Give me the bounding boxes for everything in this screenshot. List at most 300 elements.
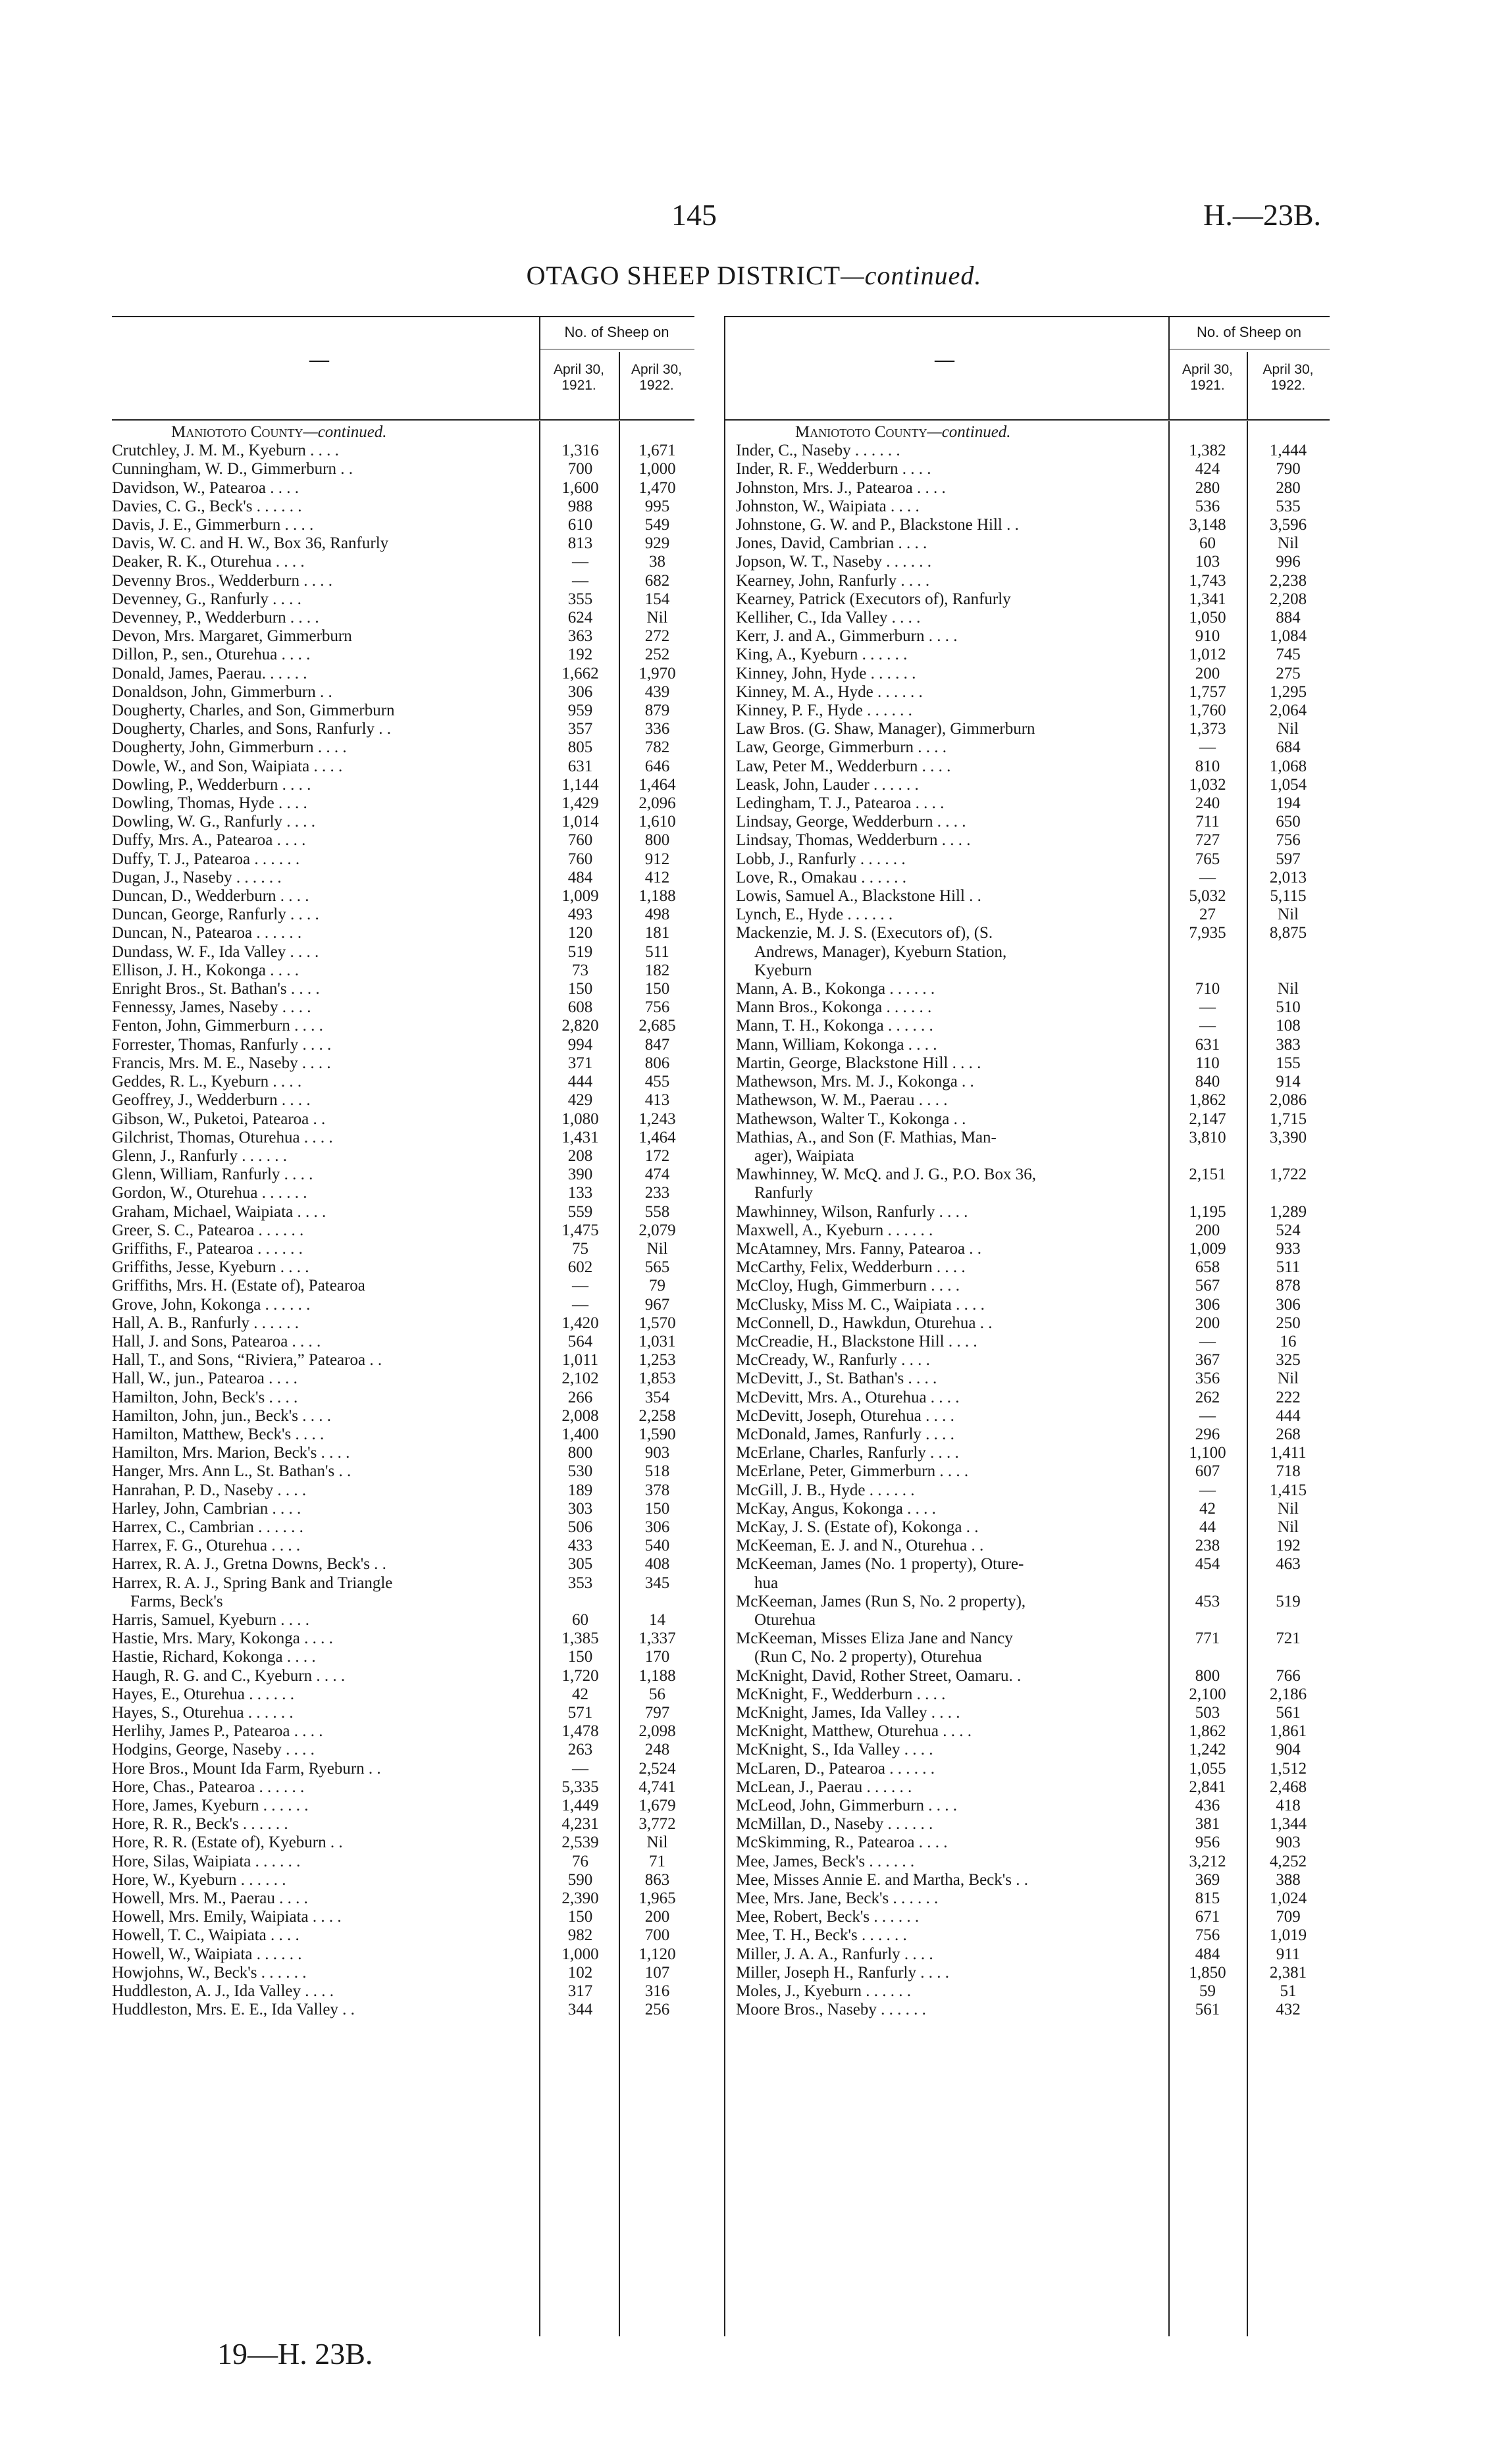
sheep-1922: 2,013 bbox=[1269, 868, 1307, 886]
owner-name: Kearney, John, Ranfurly . . . . bbox=[736, 571, 930, 590]
owner-name: Moore Bros., Naseby . . . . . . bbox=[736, 2001, 926, 2019]
page-footer: 19—H. 23B. bbox=[217, 2337, 373, 2371]
table-row bbox=[736, 1648, 1330, 1666]
owner-name: Hamilton, John, jun., Beck's . . . . bbox=[112, 1406, 331, 1425]
sheep-1921: 484 bbox=[1195, 1945, 1220, 1963]
sheep-1922: 56 bbox=[649, 1685, 665, 1703]
sheep-1921: 390 bbox=[567, 1166, 593, 1184]
sheep-1922: 1,344 bbox=[1269, 1815, 1307, 1834]
section-heading bbox=[112, 423, 694, 442]
sheep-1922: 432 bbox=[1276, 2001, 1301, 2019]
owner-name: Hall, A. B., Ranfurly . . . . . . bbox=[112, 1314, 299, 1332]
sheep-1922: 1,024 bbox=[1269, 1889, 1307, 1908]
owner-name: Dundass, W. F., Ida Valley . . . . bbox=[112, 942, 319, 961]
header-rule bbox=[724, 419, 1330, 421]
sheep-1922: 2,208 bbox=[1269, 590, 1307, 608]
sheep-1922: 682 bbox=[644, 571, 670, 590]
sheep-1921: 1,400 bbox=[561, 1425, 599, 1443]
sheep-1921: 710 bbox=[1195, 980, 1220, 998]
table-row bbox=[736, 2001, 1330, 2019]
sheep-1922: 172 bbox=[644, 1146, 670, 1165]
sheep-1922: 1,590 bbox=[638, 1425, 676, 1443]
owner-name: Donaldson, John, Gimmerburn . . bbox=[112, 682, 332, 701]
owner-name: Johnstone, G. W. and P., Blackstone Hill . . bbox=[736, 516, 1019, 534]
sheep-1921: — bbox=[1199, 998, 1216, 1017]
table-row bbox=[736, 1778, 1330, 1797]
year-label: April 30, bbox=[1262, 362, 1314, 377]
sheep-1922: 4,252 bbox=[1269, 1852, 1307, 1870]
owner-name: Dougherty, John, Gimmerburn . . . . bbox=[112, 738, 347, 757]
owner-name: McClusky, Miss M. C., Waipiata . . . . bbox=[736, 1295, 985, 1314]
sheep-1922: 316 bbox=[644, 1982, 670, 2001]
sheep-1921: 110 bbox=[1195, 1054, 1220, 1072]
sheep-1922: 756 bbox=[644, 998, 670, 1017]
sheep-1921: 357 bbox=[567, 720, 593, 738]
owner-name: McKnight, David, Rother Street, Oamaru. . bbox=[736, 1666, 1022, 1685]
table-row bbox=[112, 1166, 694, 1184]
sheep-1922: 756 bbox=[1276, 831, 1301, 850]
table-row bbox=[736, 869, 1330, 887]
owner-name: Miller, Joseph H., Ranfurly . . . . bbox=[736, 1963, 949, 1982]
section-continued: —continued. bbox=[303, 423, 387, 441]
sheep-1921: 3,810 bbox=[1189, 1128, 1226, 1146]
table-row bbox=[736, 1834, 1330, 1852]
owner-name: Mawhinney, W. McQ. and J. G., P.O. Box 36, bbox=[736, 1166, 1037, 1184]
sheep-1921: 607 bbox=[1195, 1462, 1220, 1481]
sheep-1922: 1,570 bbox=[638, 1314, 676, 1332]
sheep-1922: 967 bbox=[644, 1295, 670, 1314]
owner-name: Ellison, J. H., Kokonga . . . . bbox=[112, 961, 299, 979]
owner-name: Hall, J. and Sons, Patearoa . . . . bbox=[112, 1332, 321, 1350]
table-row bbox=[736, 720, 1330, 738]
sheep-on-header: No. of Sheep on bbox=[564, 324, 669, 340]
top-rule bbox=[112, 316, 694, 317]
sheep-1921: 1,757 bbox=[1189, 682, 1226, 701]
sheep-1921: 1,242 bbox=[1189, 1741, 1226, 1759]
owner-name: Harrex, C., Cambrian . . . . . . bbox=[112, 1518, 303, 1536]
sheep-1922: 1,188 bbox=[638, 1666, 676, 1685]
owner-name: Leask, John, Lauder . . . . . . bbox=[736, 775, 919, 794]
sheep-1921: 1,431 bbox=[561, 1128, 599, 1146]
owner-name: Ledingham, T. J., Patearoa . . . . bbox=[736, 794, 945, 813]
table-row bbox=[736, 1110, 1330, 1129]
sheep-1921: 317 bbox=[567, 1982, 593, 2001]
sheep-1922: 345 bbox=[644, 1574, 670, 1592]
owner-name: Hayes, S., Oturehua . . . . . . bbox=[112, 1704, 294, 1722]
owner-name: Haugh, R. G. and C., Kyeburn . . . . bbox=[112, 1666, 346, 1685]
sheep-1922: 182 bbox=[644, 961, 670, 979]
sheep-1922: 766 bbox=[1276, 1666, 1301, 1685]
table-row bbox=[112, 887, 694, 906]
table-row bbox=[112, 1537, 694, 1555]
sheep-1922: 700 bbox=[644, 1926, 670, 1945]
table-row bbox=[736, 1462, 1330, 1481]
table-row bbox=[112, 1797, 694, 1815]
sheep-1922: 463 bbox=[1276, 1555, 1301, 1574]
owner-name: Law Bros. (G. Shaw, Manager), Gimmerburn bbox=[736, 720, 1035, 738]
sheep-1922: Nil bbox=[1278, 1370, 1299, 1388]
sheep-1922: 2,096 bbox=[638, 794, 676, 813]
owner-name: Love, R., Omakau . . . . . . bbox=[736, 868, 906, 886]
sheep-1921: — bbox=[1199, 738, 1216, 757]
owner-name: Gordon, W., Oturehua . . . . . . bbox=[112, 1184, 307, 1202]
owner-name: McDonald, James, Ranfurly . . . . bbox=[736, 1425, 954, 1443]
owner-name: McDevitt, Joseph, Oturehua . . . . bbox=[736, 1406, 954, 1425]
owner-name: Jones, David, Cambrian . . . . bbox=[736, 534, 927, 553]
owner-name: Kyeburn bbox=[754, 961, 812, 979]
owner-name: Duffy, Mrs. A., Patearoa . . . . bbox=[112, 831, 306, 850]
sheep-1922: 565 bbox=[644, 1258, 670, 1277]
table-row bbox=[112, 962, 694, 980]
sheep-1922: 1,679 bbox=[638, 1797, 676, 1815]
table-row bbox=[736, 1073, 1330, 1091]
sheep-1922: 256 bbox=[644, 2001, 670, 2019]
owner-name: Hamilton, Matthew, Beck's . . . . bbox=[112, 1425, 325, 1443]
owner-name: Dowle, W., and Son, Waipiata . . . . bbox=[112, 757, 343, 775]
owner-name: Geddes, R. L., Kyeburn . . . . bbox=[112, 1073, 302, 1091]
owner-name: Dougherty, Charles, and Son, Gimmerburn bbox=[112, 702, 395, 720]
sheep-1921: 530 bbox=[567, 1462, 593, 1481]
sheep-1922: 524 bbox=[1276, 1221, 1301, 1239]
owner-name: King, A., Kyeburn . . . . . . bbox=[736, 646, 908, 664]
owner-name: McLaren, D., Patearoa . . . . . . bbox=[736, 1759, 935, 1778]
sheep-1921: 7,935 bbox=[1189, 924, 1226, 942]
owner-name: Hore, Chas., Patearoa . . . . . . bbox=[112, 1778, 305, 1796]
sheep-1921: 2,841 bbox=[1189, 1778, 1226, 1796]
owner-name: McErlane, Peter, Gimmerburn . . . . bbox=[736, 1462, 969, 1481]
year-label: 1921. bbox=[561, 378, 596, 393]
table-row bbox=[112, 924, 694, 942]
owner-name: Kelliher, C., Ida Valley . . . . bbox=[736, 609, 921, 627]
table-row bbox=[736, 572, 1330, 590]
table-row bbox=[112, 794, 694, 813]
sheep-1921: 1,850 bbox=[1189, 1963, 1226, 1982]
year-1922-header bbox=[1247, 362, 1330, 394]
owner-name: Harley, John, Cambrian . . . . bbox=[112, 1499, 301, 1518]
table-row bbox=[736, 1221, 1330, 1240]
table-row bbox=[736, 442, 1330, 460]
sheep-1921: 200 bbox=[1195, 1221, 1220, 1239]
sheep-1922: 383 bbox=[1276, 1035, 1301, 1054]
owner-name: Ranfurly bbox=[754, 1184, 813, 1202]
owner-name: McDevitt, Mrs. A., Oturehua . . . . bbox=[736, 1388, 960, 1406]
sheep-1922: Nil bbox=[646, 1239, 668, 1258]
left-rows bbox=[112, 423, 694, 2019]
sheep-1921: 1,862 bbox=[1189, 1091, 1226, 1110]
sheep-1921: 369 bbox=[1195, 1870, 1220, 1889]
sheep-1921: 3,148 bbox=[1189, 516, 1226, 534]
sheep-1922: 336 bbox=[644, 720, 670, 738]
sheep-1921: 367 bbox=[1195, 1351, 1220, 1370]
sheep-1922: 718 bbox=[1276, 1462, 1301, 1481]
sheep-1922: 1,243 bbox=[638, 1110, 676, 1128]
sheep-1922: 884 bbox=[1276, 609, 1301, 627]
table-row bbox=[112, 479, 694, 498]
table-row bbox=[112, 1518, 694, 1537]
owner-name: Davis, J. E., Gimmerburn . . . . bbox=[112, 516, 314, 534]
table-row bbox=[736, 665, 1330, 683]
sheep-1922: 275 bbox=[1276, 664, 1301, 682]
sheep-1922: 2,186 bbox=[1269, 1685, 1307, 1703]
table-row bbox=[112, 1555, 694, 1574]
owner-name: Duncan, N., Patearoa . . . . . . bbox=[112, 924, 302, 942]
table-row bbox=[736, 590, 1330, 609]
table-row bbox=[736, 534, 1330, 553]
table-row bbox=[112, 1760, 694, 1778]
sheep-1921: 355 bbox=[567, 590, 593, 608]
owner-name: Hamilton, John, Beck's . . . . bbox=[112, 1388, 298, 1406]
table-row bbox=[112, 1240, 694, 1258]
table-row bbox=[112, 1054, 694, 1073]
sheep-1921: 700 bbox=[567, 460, 593, 478]
sheep-1921: 76 bbox=[572, 1852, 588, 1870]
sheep-1922: 878 bbox=[1276, 1277, 1301, 1295]
sheep-1922: 4,741 bbox=[638, 1778, 676, 1796]
sheep-1922: 782 bbox=[644, 738, 670, 757]
sheep-1922: 354 bbox=[644, 1388, 670, 1406]
table-row bbox=[736, 1945, 1330, 1964]
owner-name: Maxwell, A., Kyeburn . . . . . . bbox=[736, 1221, 933, 1239]
sheep-1922: 1,415 bbox=[1269, 1481, 1307, 1499]
owner-name: Howell, W., Waipiata . . . . . . bbox=[112, 1945, 302, 1963]
sheep-1921: 60 bbox=[1199, 534, 1216, 553]
sheep-1922: 325 bbox=[1276, 1351, 1301, 1370]
sheep-1922: 709 bbox=[1276, 1908, 1301, 1926]
sheep-1921: 238 bbox=[1195, 1537, 1220, 1555]
table-row bbox=[112, 627, 694, 646]
sheep-1922: 518 bbox=[644, 1462, 670, 1481]
sheep-1921: 1,009 bbox=[561, 887, 599, 906]
sheep-1922: 3,772 bbox=[638, 1815, 676, 1834]
sheep-1921: 2,102 bbox=[561, 1370, 599, 1388]
sheep-1921: — bbox=[572, 1277, 588, 1295]
sheep-1922: 1,965 bbox=[638, 1889, 676, 1908]
sheep-1922: 498 bbox=[644, 906, 670, 924]
table-row bbox=[112, 1425, 694, 1444]
table-row bbox=[736, 1017, 1330, 1035]
sheep-1922: 904 bbox=[1276, 1741, 1301, 1759]
sheep-1922: 1,253 bbox=[638, 1351, 676, 1370]
sheep-1921: 240 bbox=[1195, 794, 1220, 813]
table-row bbox=[112, 1630, 694, 1648]
sheep-1922: 412 bbox=[644, 868, 670, 886]
sheep-1921: 982 bbox=[567, 1926, 593, 1945]
table-row bbox=[736, 1389, 1330, 1407]
sheep-1922: 1,722 bbox=[1269, 1166, 1307, 1184]
owner-name: Dougherty, Charles, and Sons, Ranfurly . . bbox=[112, 720, 392, 738]
sheep-1921: 506 bbox=[567, 1518, 593, 1536]
sheep-1921: 813 bbox=[567, 534, 593, 553]
sheep-1921: 1,385 bbox=[561, 1630, 599, 1648]
table-row bbox=[736, 1908, 1330, 1926]
owner-name: Harris, Samuel, Kyeburn . . . . bbox=[112, 1610, 309, 1629]
sheep-1921: 1,662 bbox=[561, 664, 599, 682]
table-row bbox=[736, 1370, 1330, 1388]
owner-name: Hore, James, Kyeburn . . . . . . bbox=[112, 1797, 309, 1815]
table-row bbox=[736, 813, 1330, 831]
table-row bbox=[736, 627, 1330, 646]
sheep-1922: 1,512 bbox=[1269, 1759, 1307, 1778]
owner-name: Hanrahan, P. D., Naseby . . . . bbox=[112, 1481, 307, 1499]
table-row bbox=[736, 498, 1330, 516]
owner-name: Hayes, E., Oturehua . . . . . . bbox=[112, 1685, 295, 1703]
blank-header: — bbox=[309, 349, 329, 371]
sheep-1922: Nil bbox=[1278, 534, 1299, 553]
sheep-1921: 344 bbox=[567, 2001, 593, 2019]
sheep-1921: 353 bbox=[567, 1574, 593, 1592]
owner-name: Kinney, P. F., Hyde . . . . . . bbox=[736, 702, 912, 720]
table-row bbox=[112, 943, 694, 962]
sheep-1922: 181 bbox=[644, 924, 670, 942]
sheep-1921: — bbox=[572, 571, 588, 590]
owner-name: McKeeman, James (No. 1 property), Oture- bbox=[736, 1555, 1024, 1574]
table-row bbox=[736, 794, 1330, 813]
owner-name: Davis, W. C. and H. W., Box 36, Ranfurly bbox=[112, 534, 389, 553]
sheep-1922: 250 bbox=[1276, 1314, 1301, 1332]
table-row bbox=[112, 609, 694, 627]
table-row bbox=[736, 1685, 1330, 1704]
owner-name: McConnell, D., Hawkdun, Oturehua . . bbox=[736, 1314, 993, 1332]
table-row bbox=[736, 1314, 1330, 1333]
sheep-1921: — bbox=[1199, 1406, 1216, 1425]
owner-name: Cunningham, W. D., Gimmerburn . . bbox=[112, 460, 353, 478]
sheep-1921: 800 bbox=[567, 1444, 593, 1462]
owner-name: Donald, James, Paerau. . . . . . bbox=[112, 664, 307, 682]
sheep-1921: 536 bbox=[1195, 497, 1220, 515]
sheep-1922: 378 bbox=[644, 1481, 670, 1499]
table-row bbox=[736, 1871, 1330, 1889]
owner-name: Dugan, J., Naseby . . . . . . bbox=[112, 868, 282, 886]
sheep-1921: 1,382 bbox=[1189, 442, 1226, 460]
sheep-1921: 2,151 bbox=[1189, 1166, 1226, 1184]
owner-name: Lowis, Samuel A., Blackstone Hill . . bbox=[736, 887, 981, 906]
table-row bbox=[736, 1964, 1330, 1982]
sheep-1921: 42 bbox=[572, 1685, 588, 1703]
owner-name: Mee, T. H., Beck's . . . . . . bbox=[736, 1926, 907, 1945]
owner-name: Jopson, W. T., Naseby . . . . . . bbox=[736, 553, 931, 571]
sheep-1921: 189 bbox=[567, 1481, 593, 1499]
sheep-1921: 1,000 bbox=[561, 1945, 599, 1963]
owner-name: Davies, C. G., Beck's . . . . . . bbox=[112, 497, 302, 515]
sheep-1922: 248 bbox=[644, 1741, 670, 1759]
owner-name: Duncan, George, Ranfurly . . . . bbox=[112, 906, 319, 924]
sheep-1921: 727 bbox=[1195, 831, 1220, 850]
sheep-1921: 1,055 bbox=[1189, 1759, 1226, 1778]
owner-name: Mee, Mrs. Jane, Beck's . . . . . . bbox=[736, 1889, 939, 1908]
table-row bbox=[112, 1778, 694, 1797]
owner-name: Fenton, John, Gimmerburn . . . . bbox=[112, 1017, 323, 1035]
owner-name: McCready, W., Ranfurly . . . . bbox=[736, 1351, 930, 1370]
sheep-1921: 371 bbox=[567, 1054, 593, 1072]
sheep-1921: 262 bbox=[1195, 1388, 1220, 1406]
sheep-1921: 711 bbox=[1195, 813, 1220, 831]
table-row bbox=[112, 1184, 694, 1202]
sheep-1922: 1,610 bbox=[638, 813, 676, 831]
table-row bbox=[736, 1258, 1330, 1277]
sheep-1921: 910 bbox=[1195, 627, 1220, 646]
table-row bbox=[112, 869, 694, 887]
owner-name: McKnight, James, Ida Valley . . . . bbox=[736, 1704, 960, 1722]
table-row bbox=[736, 1926, 1330, 1945]
owner-name: Glenn, J., Ranfurly . . . . . . bbox=[112, 1146, 287, 1165]
sheep-1921: 60 bbox=[572, 1610, 588, 1629]
owner-name: McKeeman, E. J. and N., Oturehua . . bbox=[736, 1537, 984, 1555]
sheep-1922: 650 bbox=[1276, 813, 1301, 831]
sheep-1922: 194 bbox=[1276, 794, 1301, 813]
table-row bbox=[736, 1147, 1330, 1166]
table-row bbox=[736, 1760, 1330, 1778]
sheep-1922: 1,019 bbox=[1269, 1926, 1307, 1945]
sheep-1922: 51 bbox=[1280, 1982, 1297, 2001]
sheep-1922: 511 bbox=[1276, 1258, 1301, 1277]
sheep-1921: 444 bbox=[567, 1073, 593, 1091]
sheep-1922: 1,970 bbox=[638, 664, 676, 682]
sheep-1922: 879 bbox=[644, 702, 670, 720]
sheep-1921: 3,212 bbox=[1189, 1852, 1226, 1870]
sheep-1922: 1,470 bbox=[638, 478, 676, 497]
owner-name: Graham, Michael, Waipiata . . . . bbox=[112, 1202, 326, 1221]
sheep-1921: 120 bbox=[567, 924, 593, 942]
sheep-1921: — bbox=[572, 1759, 588, 1778]
sheep-1922: 252 bbox=[644, 646, 670, 664]
document-ref: H.—23B. bbox=[1203, 198, 1321, 232]
owner-name: McCarthy, Felix, Wedderburn . . . . bbox=[736, 1258, 966, 1277]
sheep-1922: 79 bbox=[649, 1277, 665, 1295]
table-row bbox=[112, 1370, 694, 1388]
sheep-1921: 959 bbox=[567, 702, 593, 720]
sheep-1922: 1,715 bbox=[1269, 1110, 1307, 1128]
sheep-1922: 1,289 bbox=[1269, 1202, 1307, 1221]
sheep-1922: 847 bbox=[644, 1035, 670, 1054]
owner-name: Deaker, R. K., Oturehua . . . . bbox=[112, 553, 305, 571]
sheep-1921: 1,743 bbox=[1189, 571, 1226, 590]
owner-name: McKay, Angus, Kokonga . . . . bbox=[736, 1499, 936, 1518]
sheep-1921: 424 bbox=[1195, 460, 1220, 478]
sheep-1921: 771 bbox=[1195, 1630, 1220, 1648]
owner-name: Dowling, W. G., Ranfurly . . . . bbox=[112, 813, 316, 831]
sheep-1922: 150 bbox=[644, 1499, 670, 1518]
sheep-1921: 363 bbox=[567, 627, 593, 646]
owner-name: Dowling, P., Wedderburn . . . . bbox=[112, 775, 311, 794]
table-row bbox=[736, 998, 1330, 1017]
table-row bbox=[112, 590, 694, 609]
table-row bbox=[112, 1481, 694, 1500]
table-row bbox=[112, 1258, 694, 1277]
sheep-1921: — bbox=[1199, 1017, 1216, 1035]
owner-name: McKnight, F., Wedderburn . . . . bbox=[736, 1685, 946, 1703]
sheep-1921: 671 bbox=[1195, 1908, 1220, 1926]
sheep-1922: 1,671 bbox=[638, 442, 676, 460]
table-row bbox=[736, 1889, 1330, 1908]
sheep-1922: Nil bbox=[1278, 720, 1299, 738]
owner-name: Howell, Mrs. M., Paerau . . . . bbox=[112, 1889, 308, 1908]
sheep-1921: — bbox=[572, 1295, 588, 1314]
owner-name: Mawhinney, Wilson, Ranfurly . . . . bbox=[736, 1202, 968, 1221]
table-row bbox=[736, 1518, 1330, 1537]
sheep-1922: 233 bbox=[644, 1184, 670, 1202]
table-row bbox=[112, 1704, 694, 1722]
owner-name: Gilchrist, Thomas, Oturehua . . . . bbox=[112, 1128, 333, 1146]
sheep-1922: 1,295 bbox=[1269, 682, 1307, 701]
sheep-1922: 597 bbox=[1276, 850, 1301, 868]
sheep-1922: 1,444 bbox=[1269, 442, 1307, 460]
table-row bbox=[736, 1611, 1330, 1630]
table-row bbox=[736, 1537, 1330, 1555]
owner-name: hua bbox=[754, 1574, 779, 1592]
table-row bbox=[736, 1982, 1330, 2001]
table-row bbox=[736, 924, 1330, 942]
table-row bbox=[736, 1667, 1330, 1685]
